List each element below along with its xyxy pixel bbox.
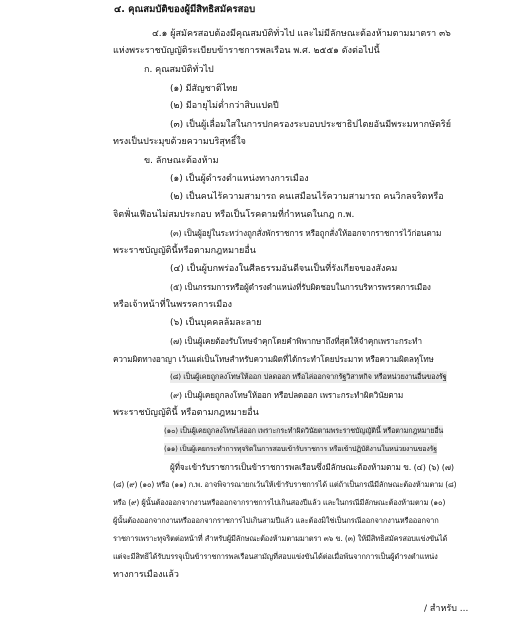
list-item: (๒) เป็นคนไร้ความสามารถ คนเสมือนไร้ความสามารถ คนวิกลจริตหรือ [170, 192, 444, 202]
paragraph-line: แต่จะมีสิทธิได้รับบรรจุเป็นข้าราชการพลเรือนสามัญที่สอบแข่งขันได้ต่อเมื่อพ้นจากการเป็นผู้ดำรงตำแหน่ง [113, 552, 438, 561]
paragraph-line: แห่งพระราชบัญญัติระเบียบข้าราชการพลเรือน พ.ศ. ๒๕๕๑ ดังต่อไปนี้ [113, 46, 380, 56]
list-item-highlighted: (๘) เป็นผู้เคยถูกลงโทษให้ออก ปลดออก หรือไล่ออกจากรัฐวิสาหกิจ หรือหน่วยงานอื่นของรัฐ [170, 372, 447, 381]
list-item-continuation: หรือเจ้าหน้าที่ในพรรคการเมือง [113, 300, 232, 310]
paragraph-line: (๘) (๙) (๑๐) หรือ (๑๑) ก.พ. อาจพิจารณายกเว้นให้เข้ารับราชการได้ แต่ถ้าเป็นกรณีมีลักษณะต้องห้ามตาม (๘) [113, 480, 457, 489]
list-item: (๕) เป็นกรรมการหรือผู้ดำรงตำแหน่งที่รับผิดชอบในการบริหารพรรคการเมือง [170, 282, 431, 292]
list-item: (๑) เป็นผู้ดำรงตำแหน่งทางการเมือง [170, 174, 309, 184]
subheading-general-qualifications: ก. คุณสมบัติทั่วไป [144, 65, 214, 75]
list-item: (๖) เป็นบุคคลล้มละลาย [170, 318, 262, 328]
paragraph-line: หรือ (๙) ผู้นั้นต้องออกจากงานหรือออกจากราชการไปเกินสองปีแล้ว และในกรณีมีลักษณะต้องห้ามตาม (๑๐) [113, 498, 446, 507]
paragraph-line: ผู้นั้นต้องออกจากงานหรือออกจากราชการไปเกินสามปีแล้ว และต้องมิใช่เป็นกรณีออกจากงานหรือออกจาก [113, 516, 439, 525]
list-item: (๓) เป็นผู้เลื่อมใสในการปกครองระบอบประชาธิปไตยอันมีพระมหากษัตริย์ [170, 120, 452, 130]
paragraph-line: ทางการเมืองแล้ว [113, 570, 179, 580]
list-item: (๔) เป็นผู้บกพร่องในศีลธรรมอันดีจนเป็นที่รังเกียจของสังคม [170, 264, 398, 274]
list-item-continuation: ทรงเป็นประมุขด้วยความบริสุทธิ์ใจ [113, 137, 246, 147]
paragraph-line: ผู้ที่จะเข้ารับราชการเป็นข้าราชการพลเรือนซึ่งมีลักษณะต้องห้ามตาม ข. (๔) (๖) (๗) [170, 462, 454, 472]
list-item-continuation: จิตฟั่นเฟือนไม่สมประกอบ หรือเป็นโรคตามที่กำหนดในกฎ ก.พ. [113, 210, 355, 220]
list-item: (๓) เป็นผู้อยู่ในระหว่างถูกสั่งพักราชการ หรือถูกสั่งให้ออกจากราชการไว้ก่อนตาม [170, 228, 442, 238]
section-heading: ๔. คุณสมบัติของผู้มีสิทธิสมัครสอบ [114, 4, 256, 15]
subheading-prohibited-characteristics: ข. ลักษณะต้องห้าม [144, 156, 219, 166]
list-item-continuation: พระราชบัญญัตินี้หรือตามกฎหมายอื่น [113, 246, 256, 256]
paragraph-line: ราชการเพราะทุจริตต่อหน้าที่ สำหรับผู้มีลักษณะต้องห้ามตามมาตรา ๓๖ ข. (๓) ให้มีสิทธิสมัครสอบแข่งขันได้ [113, 534, 448, 543]
continuation-footer: / สำหรับ ... [424, 604, 469, 614]
list-item: (๑) มีสัญชาติไทย [170, 84, 238, 94]
paragraph-line: ๔.๑ ผู้สมัครสอบต้องมีคุณสมบัติทั่วไป และไม่มีลักษณะต้องห้ามตามมาตรา ๓๖ [152, 29, 451, 39]
list-item: (๒) มีอายุไม่ต่ำกว่าสิบแปดปี [170, 101, 279, 111]
list-item-continuation: พระราชบัญญัตินี้ หรือตามกฎหมายอื่น [113, 408, 259, 418]
list-item: (๙) เป็นผู้เคยถูกลงโทษให้ออก หรือปลดออก เพราะกระทำผิดวินัยตาม [170, 390, 404, 400]
list-item-continuation: ความผิดทางอาญา เว้นแต่เป็นโทษสำหรับความผิดที่ได้กระทำโดยประมาท หรือความผิดลหุโทษ [113, 354, 434, 364]
list-item-highlighted: (๑๑) เป็นผู้เคยกระทำการทุจริตในการสอบเข้ารับราชการ หรือเข้าปฏิบัติงานในหน่วยงานของรัฐ [164, 445, 437, 453]
list-item-highlighted: (๑๐) เป็นผู้เคยถูกลงโทษไล่ออก เพราะกระทำผิดวินัยตามพระราชบัญญัตินี้ หรือตามกฎหมายอื่น [164, 426, 444, 435]
list-item: (๗) เป็นผู้เคยต้องรับโทษจำคุกโดยคำพิพากษาถึงที่สุดให้จำคุกเพราะกระทำ [170, 336, 422, 346]
